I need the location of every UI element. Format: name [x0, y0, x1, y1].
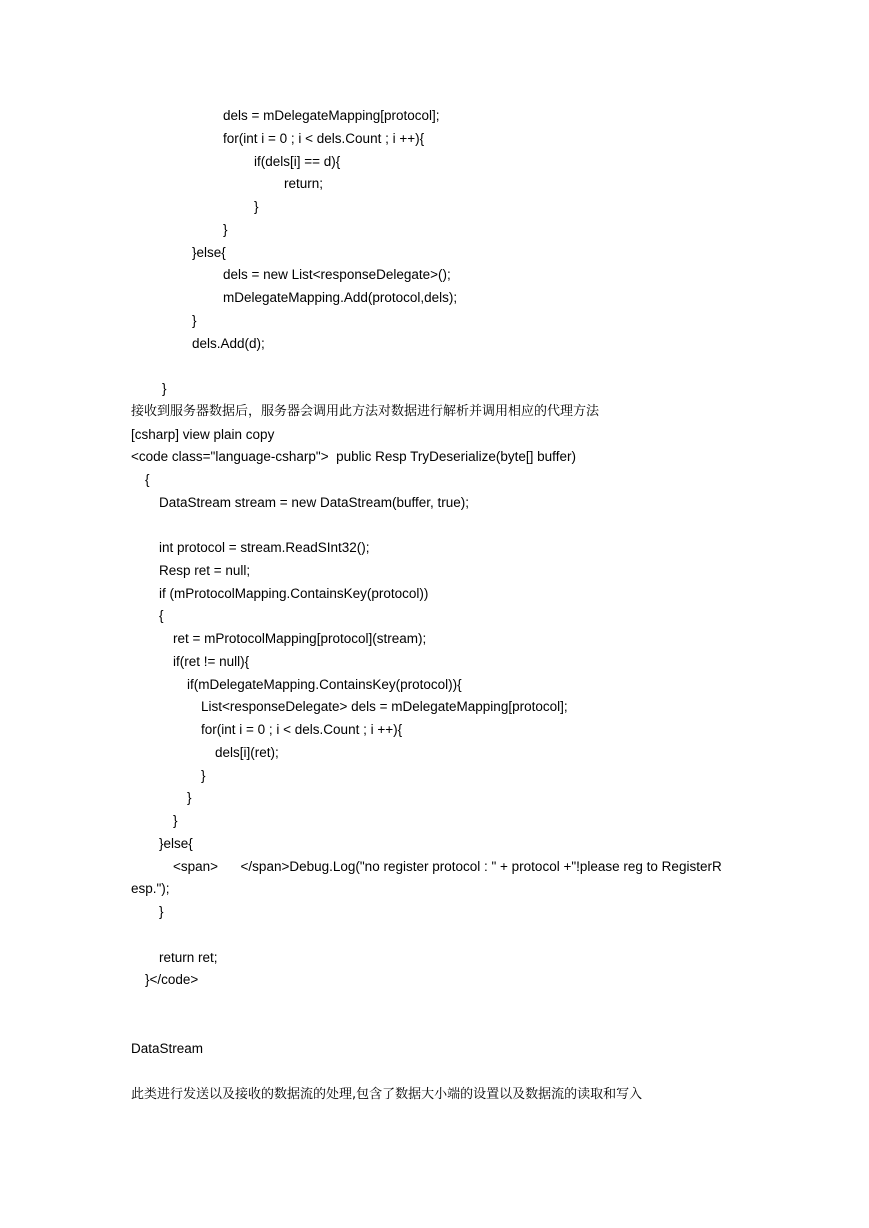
code-line: return ret;	[159, 950, 218, 965]
code-line: dels = new List<responseDelegate>();	[223, 267, 451, 282]
code-line: }	[187, 790, 192, 805]
code-line: dels[i](ret);	[215, 745, 279, 760]
code-line: int protocol = stream.ReadSInt32();	[159, 540, 370, 555]
code-line: }	[173, 813, 178, 828]
code-line: }	[192, 313, 197, 328]
code-line: <code class="language-csharp"> public Resp TryDeserialize(byte[] buffer)	[131, 449, 576, 464]
code-line: dels.Add(d);	[192, 336, 265, 351]
code-line: DataStream stream = new DataStream(buffer, true);	[159, 495, 470, 510]
code-line: }else{	[192, 245, 226, 260]
code-line: dels = mDelegateMapping[protocol];	[223, 108, 440, 123]
code-line: if(ret != null){	[173, 654, 250, 669]
code-line: }	[162, 381, 167, 396]
code-line: for(int i = 0 ; i < dels.Count ; i ++){	[223, 131, 425, 146]
code-line: esp.");	[131, 881, 170, 896]
code-line: if(dels[i] == d){	[254, 154, 341, 169]
code-line: {	[159, 608, 164, 623]
code-line: <span> </span>Debug.Log("no register protocol : " + protocol +"!please reg to RegisterR	[173, 859, 722, 874]
code-line: }</code>	[145, 972, 199, 987]
code-line: }else{	[159, 836, 193, 851]
code-line: Resp ret = null;	[159, 563, 251, 578]
code-line: }	[201, 768, 206, 783]
code-line: return;	[284, 176, 324, 191]
code-line: List<responseDelegate> dels = mDelegateMapping[protocol];	[201, 699, 568, 714]
code-line: }	[223, 222, 228, 237]
code-line: {	[145, 472, 150, 487]
code-line: ret = mProtocolMapping[protocol](stream);	[173, 631, 427, 646]
paragraph-text: 此类进行发送以及接收的数据流的处理,包含了数据大小端的设置以及数据流的读取和写入	[131, 1087, 643, 1102]
section-heading: DataStream	[131, 1041, 204, 1056]
paragraph-text: 接收到服务器数据后，服务器会调用此方法对数据进行解析并调用相应的代理方法	[131, 404, 600, 419]
code-toolbar-label: [csharp] view plain copy	[131, 427, 275, 442]
code-line: }	[159, 904, 164, 919]
code-line: for(int i = 0 ; i < dels.Count ; i ++){	[201, 722, 403, 737]
code-line: if(mDelegateMapping.ContainsKey(protocol)){	[187, 677, 462, 692]
code-line: mDelegateMapping.Add(protocol,dels);	[223, 290, 458, 305]
code-line: if (mProtocolMapping.ContainsKey(protocol))	[159, 586, 429, 601]
code-line: }	[254, 199, 259, 214]
